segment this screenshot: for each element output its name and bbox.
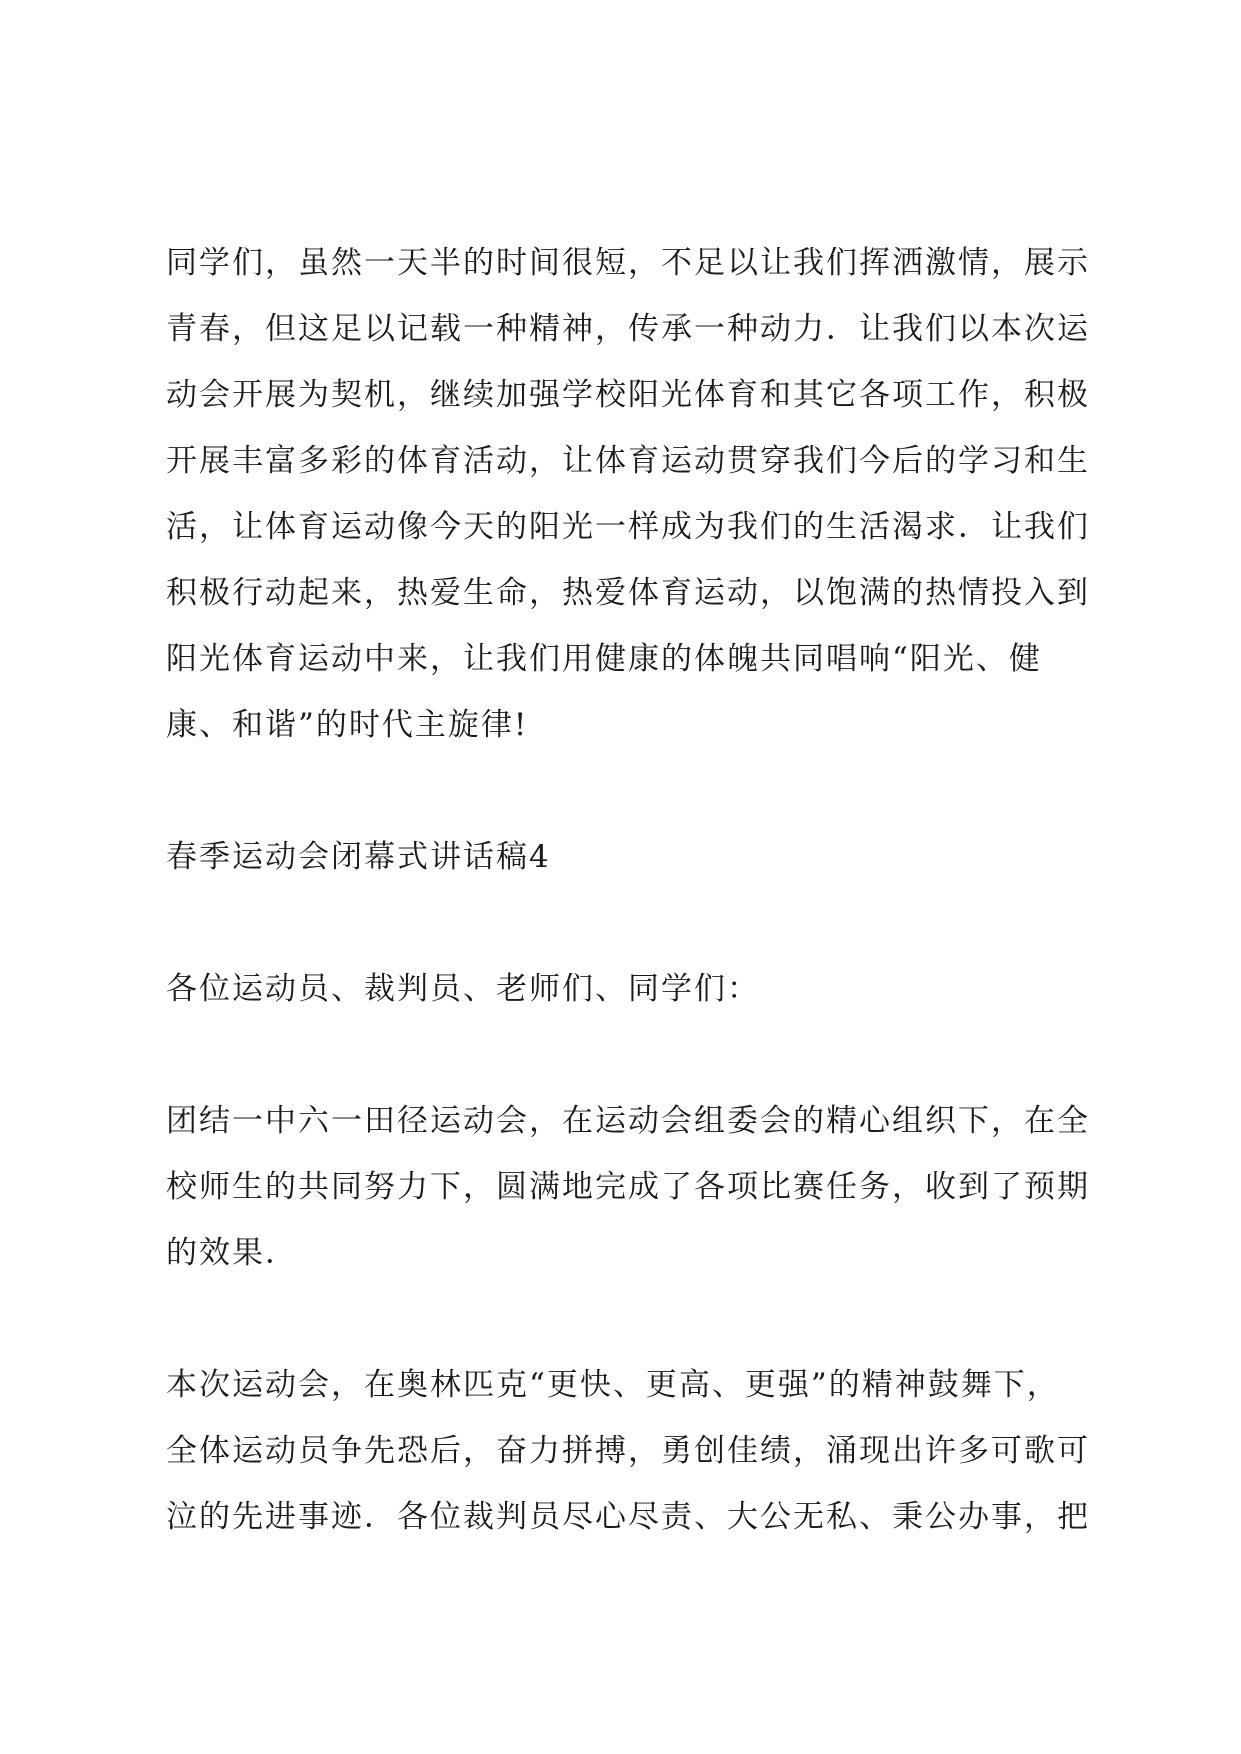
paragraph-spacer [166,1286,1096,1352]
paragraph-spacer [166,1022,1096,1088]
paragraph-line: 活，让体育运动像今天的阳光一样成为我们的生活渴求．让我们 [166,509,1090,545]
paragraph-spacer [166,758,1096,824]
document-body [166,230,1096,1550]
paragraph-line: 动会开展为契机，继续加强学校阳光体育和其它各项工作，积极 [166,377,1090,413]
paragraph-line: 康、和谐”的时代主旋律! [166,707,529,743]
paragraph-line: 积极行动起来，热爱生命，热爱体育运动，以饱满的热情投入到 [166,575,1090,611]
paragraph-meeting-summary [166,1088,1096,1286]
paragraph-line: 青春，但这足以记载一种精神，传承一种动力．让我们以本次运 [166,311,1090,347]
paragraph-line: 校师生的共同努力下，圆满地完成了各项比赛任务，收到了预期 [166,1169,1090,1205]
paragraph-line: 同学们，虽然一天半的时间很短，不足以让我们挥洒激情，展示 [166,245,1090,281]
paragraph-line: 的效果． [166,1235,298,1271]
paragraph-line: 泣的先进事迹．各位裁判员尽心尽责、大公无私、秉公办事，把 [166,1499,1090,1535]
paragraph-line: 团结一中六一田径运动会，在运动会组委会的精心组织下，在全 [166,1103,1090,1139]
paragraph-line: 本次运动会，在奥林匹克“更快、更高、更强”的精神鼓舞下， [166,1367,1060,1403]
paragraph-spacer [166,890,1096,956]
paragraph-line: 全体运动员争先恐后，奋力拼搏，勇创佳绩，涌现出许多可歌可 [166,1433,1090,1469]
paragraph-line: 开展丰富多彩的体育活动，让体育运动贯穿我们今后的学习和生 [166,443,1090,479]
paragraph-line: 阳光体育运动中来，让我们用健康的体魄共同唱响“阳光、健 [166,641,1042,677]
salutation: 各位运动员、裁判员、老师们、同学们： [166,971,760,1007]
paragraph-closing-remarks [166,230,1096,758]
paragraph-olympic-spirit [166,1352,1096,1550]
section-heading: 春季运动会闭幕式讲话稿4 [166,839,551,875]
